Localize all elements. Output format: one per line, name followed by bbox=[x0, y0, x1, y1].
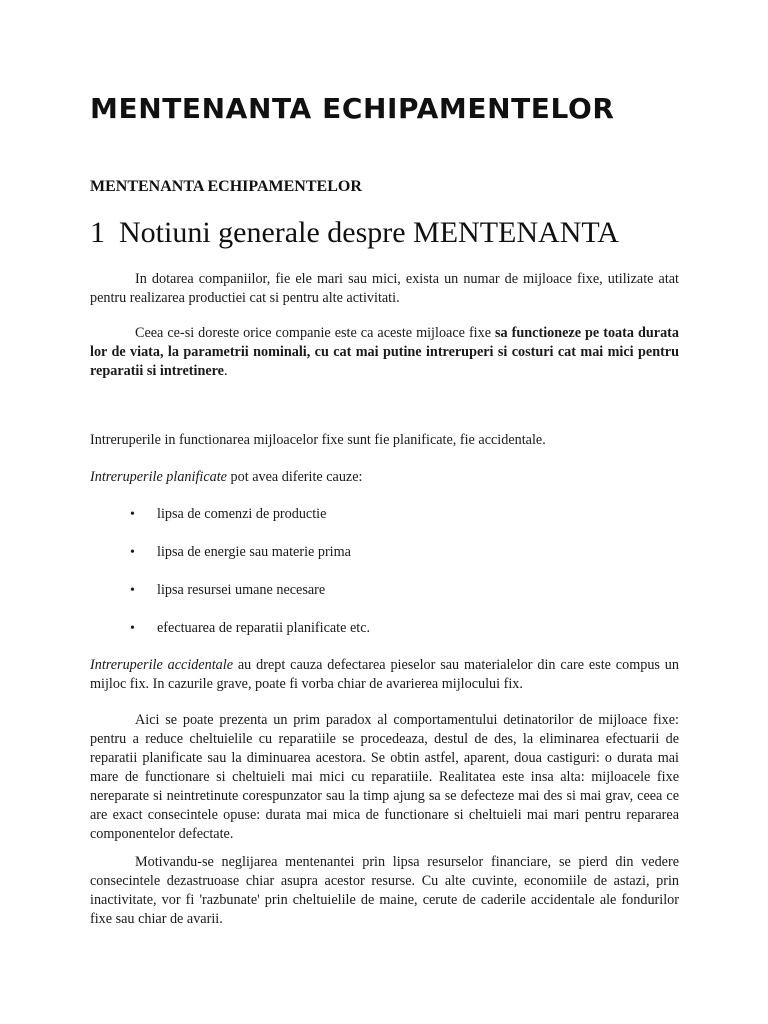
list-item-text: lipsa de comenzi de productie bbox=[157, 506, 327, 522]
list-item-text: efectuarea de reparatii planificate etc. bbox=[157, 620, 371, 636]
causes-list bbox=[130, 505, 650, 657]
paragraph-interruptions: Intreruperile in functionarea mijloacelor fixe sunt fie planificate, fie accidentale. bbox=[90, 432, 546, 448]
main-title: MENTENANTA ECHIPAMENTELOR bbox=[90, 92, 615, 125]
list-item-text: lipsa resursei umane necesare bbox=[157, 582, 326, 598]
bullet-icon: • bbox=[130, 545, 135, 560]
section-number: 1 bbox=[90, 216, 105, 249]
paragraph-accidental-italic: Intreruperile accidentale bbox=[90, 657, 234, 673]
list-item bbox=[130, 581, 650, 619]
paragraph-goal-end: . bbox=[223, 363, 228, 379]
bullet-icon: • bbox=[130, 507, 135, 522]
list-item-text: lipsa de energie sau materie prima bbox=[157, 544, 351, 560]
paragraph-goal bbox=[90, 324, 679, 381]
paragraph-goal-start: Ceea ce-si doreste orice companie este ca aceste mijloace fixe bbox=[135, 325, 496, 341]
paragraph-planned-italic: Intreruperile planificate bbox=[90, 469, 227, 485]
section-heading bbox=[90, 216, 619, 250]
sub-title: MENTENANTA ECHIPAMENTELOR bbox=[90, 178, 362, 195]
paragraph-planned bbox=[90, 468, 679, 487]
paragraph-neglect: Motivandu-se neglijarea mentenantei prin lipsa resurselor financiare, se pierd din vedere consecintele dezastruoase chiar asupra acestor resurse. Cu alte cuvinte, economiile de astazi, prin inactivitate, vor fi 'razbunate' prin cheltuielile de maine, cerute de caderile accidentale ale fondurilor fixe sau chiar de avarii. bbox=[90, 854, 679, 927]
paragraph-goal-bold: sa functioneze pe toata durata lor de viata, la parametrii nominali, cu cat mai putine intreruperi si costuri cat mai mici pentru reparatii si intretinere bbox=[90, 325, 679, 379]
bullet-icon: • bbox=[130, 621, 135, 636]
list-item bbox=[130, 543, 650, 581]
list-item bbox=[130, 505, 650, 543]
bullet-icon: • bbox=[130, 583, 135, 598]
paragraph-paradox: Aici se poate prezenta un prim paradox al comportamentului detinatorilor de mijloace fixe: pentru a reduce cheltuielile cu reparatiile se procedeaza, destul de des, la eliminarea efectuarii de reparatii planificate sau la diminuarea acestora. Se obtin astfel, aparent, doua castiguri: o durata mai mare de functionare si cheltuieli mai mici cu reparatiile. Realitatea este insa alta: mijloacele fixe nereparate si neintretinute corespunzator sau la timp ajung sa se defecteze mai des si mai grav, ceea ce are exact consecintele opuse: durata mai mica de functionare si cheltuieli mai mari pentru repararea componentelor defectate. bbox=[90, 712, 679, 842]
paragraph-intro: In dotarea companiilor, fie ele mari sau mici, exista un numar de mijloace fixe, utilizate atat pentru realizarea productiei cat si pentru alte activitati. bbox=[90, 271, 679, 306]
list-item bbox=[130, 619, 650, 657]
paragraph-planned-rest: pot avea diferite cauze: bbox=[226, 469, 363, 485]
paragraph-accidental bbox=[90, 656, 679, 694]
paragraph-accidental-rest: au drept cauza defectarea pieselor sau materialelor din care este compus un mijloc fix. In cazurile grave, poate fi vorba chiar de avarierea mijlocului fix. bbox=[90, 657, 679, 692]
section-title: Notiuni generale despre MENTENANTA bbox=[119, 216, 619, 249]
